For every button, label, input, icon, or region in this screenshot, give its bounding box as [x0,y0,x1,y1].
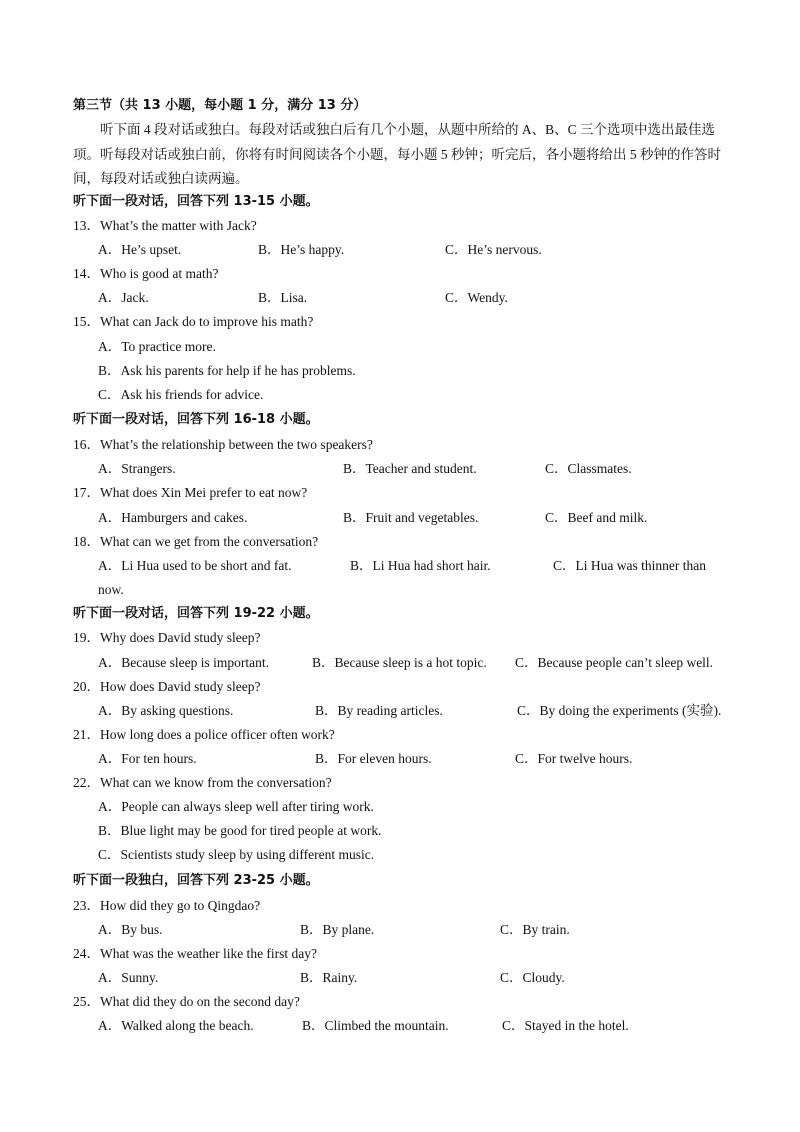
option-a: A．Hamburgers and cakes. [98,510,248,525]
option-b: B．He’s happy. [258,242,345,257]
option-c: C．For twelve hours. [515,751,633,766]
option-c: C．By doing the experiments (实验). [517,703,722,718]
option-b: B．By reading articles. [315,703,443,718]
option-c: C．Beef and milk. [545,510,648,525]
question-stem: 20．How does David study sleep? [73,679,261,694]
option-b: B．Ask his parents for help if he has problems. [98,363,356,378]
group-header: 听下面一段对话，回答下列 13-15 小题。 [73,194,319,209]
option-c-continuation: now. [98,582,124,597]
question-stem: 22．What can we know from the conversation? [73,775,332,790]
option-b: B．Li Hua had short hair. [350,558,491,573]
question-stem: 21．How long does a police officer often work? [73,727,335,742]
option-c: C．Because people can’t sleep well. [515,655,714,670]
option-c: C．Wendy. [445,290,508,305]
group-header: 听下面一段对话，回答下列 19-22 小题。 [73,606,319,621]
question-stem: 18．What can we get from the conversation? [73,534,319,549]
option-c: C．Scientists study sleep by using different music. [98,847,375,862]
option-b: B．By plane. [300,922,375,937]
question-stem: 23．How did they go to Qingdao? [73,898,261,913]
option-c: C．Ask his friends for advice. [98,387,264,402]
option-a: A．Because sleep is important. [98,655,269,670]
option-a: A．By asking questions. [98,703,234,718]
question-stem: 17．What does Xin Mei prefer to eat now? [73,485,308,500]
group-header: 听下面一段对话，回答下列 16-18 小题。 [73,412,319,427]
option-c: C．He’s nervous. [445,242,542,257]
option-b: B．Lisa. [258,290,308,305]
section-instructions: 听下面 4 段对话或独白。每段对话或独白后有几个小题，从题中所给的 A、B、C 三个选项中选出最佳选项。听每段对话或独白前，你将有时间阅读各个小题，每小题 5 秒钟；听完后，各小题将给出 5 秒钟的作答时间，每段对话或独白读两遍。 [73,122,721,186]
option-c: C．By train. [500,922,570,937]
option-b: B．For eleven hours. [315,751,432,766]
question-stem: 19．Why does David study sleep? [73,630,261,645]
option-a: A．Walked along the beach. [98,1018,254,1033]
option-a: A．He’s upset. [98,242,182,257]
question-stem: 25．What did they do on the second day? [73,994,300,1009]
option-a: A．To practice more. [98,339,216,354]
option-b: B．Because sleep is a hot topic. [312,655,487,670]
question-stem: 14．Who is good at math? [73,266,219,281]
question-stem: 15．What can Jack do to improve his math? [73,314,314,329]
option-a: A．Strangers. [98,461,176,476]
question-stem: 16．What’s the relationship between the two speakers? [73,437,373,452]
section-heading: 第三节（共 13 小题，每小题 1 分，满分 13 分） [73,98,367,113]
option-b: B．Fruit and vegetables. [343,510,479,525]
option-b: B．Rainy. [300,970,358,985]
option-c: C．Li Hua was thinner than [553,558,706,573]
option-b: B．Blue light may be good for tired people at work. [98,823,382,838]
option-a: A．Jack. [98,290,149,305]
option-a: A．By bus. [98,922,163,937]
option-c: C．Classmates. [545,461,632,476]
option-c: C．Stayed in the hotel. [502,1018,629,1033]
option-a: A．Li Hua used to be short and fat. [98,558,292,573]
question-stem: 13．What’s the matter with Jack? [73,218,257,233]
option-c: C．Cloudy. [500,970,565,985]
option-a: A．People can always sleep well after tiring work. [98,799,374,814]
group-header: 听下面一段独白，回答下列 23-25 小题。 [73,873,319,888]
option-a: A．For ten hours. [98,751,197,766]
option-b: B．Climbed the mountain. [302,1018,449,1033]
option-a: A．Sunny. [98,970,159,985]
option-b: B．Teacher and student. [343,461,477,476]
question-stem: 24．What was the weather like the first day? [73,946,318,961]
